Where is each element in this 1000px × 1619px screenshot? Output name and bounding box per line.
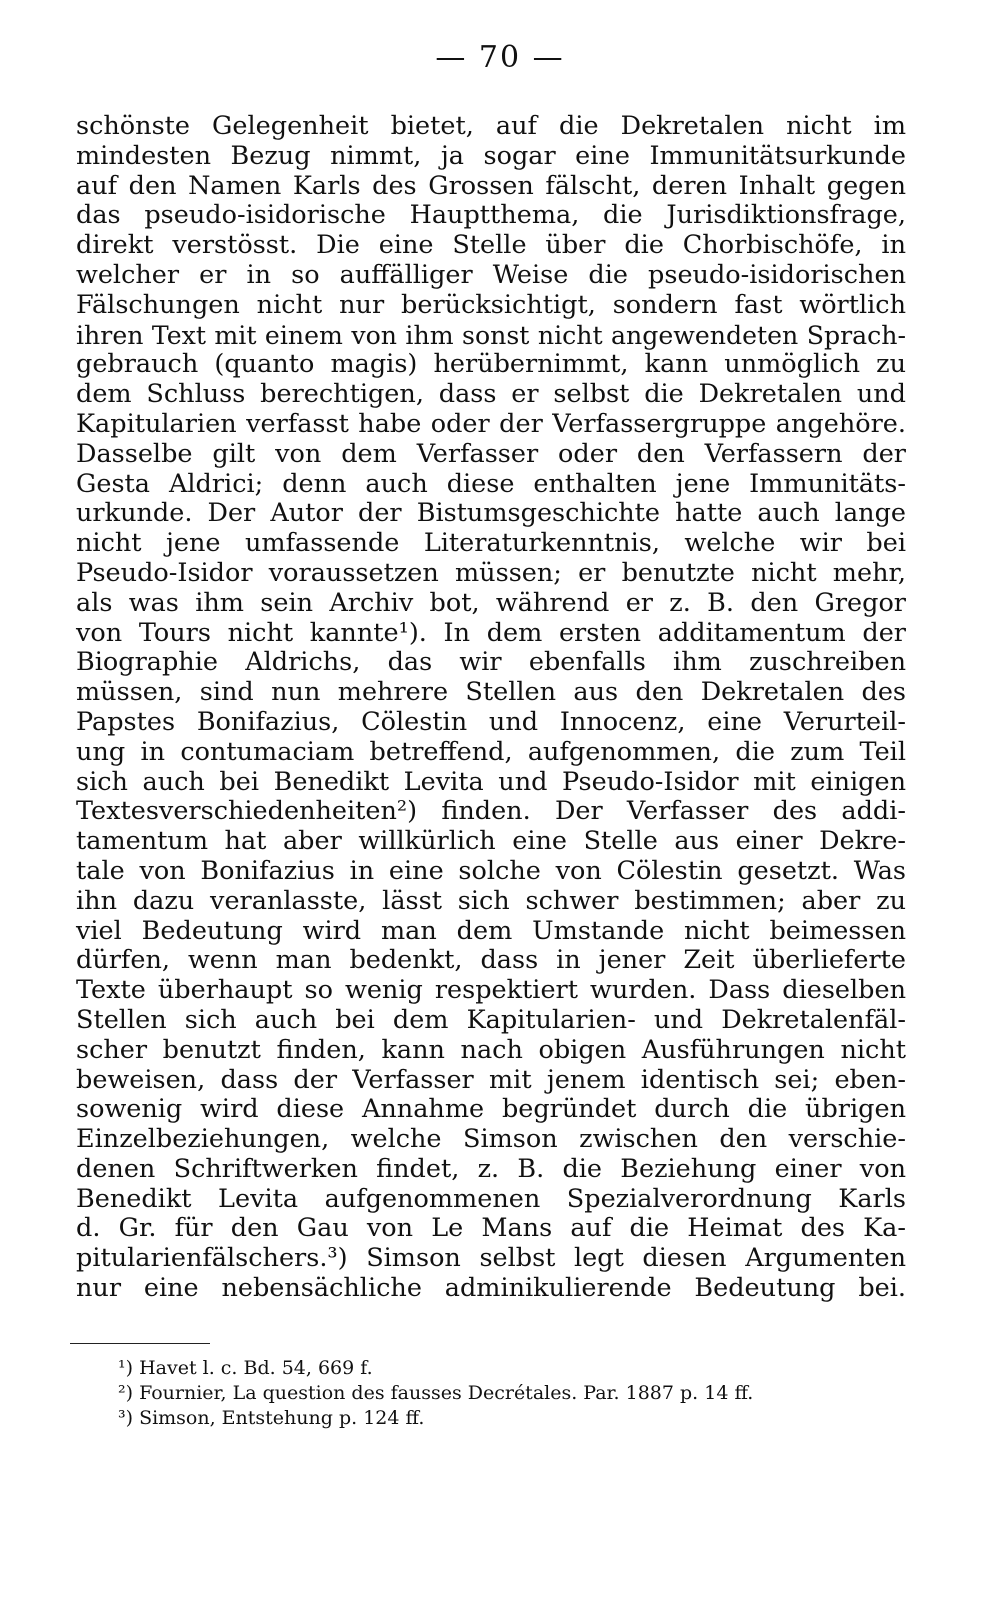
text-line: Textesverschiedenheiten²) finden. Der Verfasser des addi- xyxy=(76,796,906,827)
text-line: tamentum hat aber willkürlich eine Stelle aus einer Dekre- xyxy=(76,826,906,857)
footnote-1: ¹) Havet l. c. Bd. 54, 669 f. xyxy=(118,1357,373,1379)
text-line: gebrauch (quanto magis) herübernimmt, kann unmöglich zu xyxy=(76,349,906,380)
text-line: ihn dazu veranlasste, lässt sich schwer bestimmen; aber zu xyxy=(76,885,906,916)
text-line: schönste Gelegenheit bietet, auf die Dekretalen nicht im xyxy=(76,111,906,141)
text-line: Texte überhaupt so wenig respektiert wurden. Dass dieselben xyxy=(76,975,906,1006)
text-line: direkt verstösst. Die eine Stelle über die Chorbischöfe, in xyxy=(76,230,906,261)
text-line: nicht jene umfassende Literaturkenntnis, welche wir bei xyxy=(76,528,906,559)
text-line: auf den Namen Karls des Grossen fälscht, deren Inhalt gegen xyxy=(76,170,906,201)
footnotes xyxy=(118,1356,918,1431)
text-line: Biographie Aldrichs, das wir ebenfalls ihm zuschreiben xyxy=(76,647,906,678)
text-line: tale von Bonifazius in eine solche von Cölestin gesetzt. Was xyxy=(76,855,906,886)
text-line: als was ihm sein Archiv bot, während er z. B. den Gregor xyxy=(76,587,906,618)
page-number: — 70 — xyxy=(435,40,565,75)
text-line: ihren Text mit einem von ihm sonst nicht angewendeten Sprach- xyxy=(76,320,906,350)
text-line: Dasselbe gilt von dem Verfasser oder den Verfassern der xyxy=(76,438,906,469)
text-line: Gesta Aldrici; denn auch diese enthalten jene Immunitäts- xyxy=(76,468,906,499)
text-line: von Tours nicht kannte¹). In dem ersten additamentum der xyxy=(76,617,906,648)
footnote-separator xyxy=(70,1343,210,1344)
text-line: Fälschungen nicht nur berücksichtigt, sondern fast wörtlich xyxy=(76,289,906,320)
text-line: Pseudo-Isidor voraussetzen müssen; er benutzte nicht mehr, xyxy=(76,557,906,588)
text-line: viel Bedeutung wird man dem Umstande nicht beimessen xyxy=(76,915,906,946)
text-line: denen Schriftwerken findet, z. B. die Beziehung einer von xyxy=(76,1153,906,1184)
text-line: Stellen sich auch bei dem Kapitularien- und Dekretalenfäl- xyxy=(76,1004,906,1035)
text-line: sich auch bei Benedikt Levita und Pseudo-Isidor mit einigen xyxy=(76,766,906,797)
text-line: müssen, sind nun mehrere Stellen aus den Dekretalen des xyxy=(76,677,906,708)
text-line: dem Schluss berechtigen, dass er selbst die Dekretalen und xyxy=(76,379,906,410)
text-line: nur eine nebensächliche adminikulierende Bedeutung bei. xyxy=(76,1273,906,1304)
text-line: Einzelbeziehungen, welche Simson zwischen den verschie- xyxy=(76,1124,906,1155)
text-line: Kapitularien verfasst habe oder der Verfassergruppe angehöre. xyxy=(76,408,906,439)
footnote-2: ²) Fournier, La question des fausses Decrétales. Par. 1887 p. 14 ff. xyxy=(118,1382,754,1404)
text-line: scher benutzt finden, kann nach obigen Ausführungen nicht xyxy=(76,1034,906,1065)
text-line: Papstes Bonifazius, Cölestin und Innocenz, eine Verurteil- xyxy=(76,706,906,737)
text-line: mindesten Bezug nimmt, ja sogar eine Immunitätsurkunde xyxy=(76,140,906,171)
text-line: ung in contumaciam betreffend, aufgenommen, die zum Teil xyxy=(76,736,906,767)
footnote-3: ³) Simson, Entstehung p. 124 ff. xyxy=(118,1407,425,1429)
text-line: welcher er in so auffälliger Weise die pseudo-isidorischen xyxy=(76,259,906,290)
text-line: beweisen, dass der Verfasser mit jenem identisch sei; eben- xyxy=(76,1064,906,1095)
text-line: das pseudo-isidorische Hauptthema, die Jurisdiktionsfrage, xyxy=(76,200,906,231)
text-line: pitularienfälschers.³) Simson selbst legt diesen Argumenten xyxy=(76,1243,906,1274)
text-line: d. Gr. für den Gau von Le Mans auf die Heimat des Ka- xyxy=(76,1213,906,1244)
text-line: urkunde. Der Autor der Bistumsgeschichte hatte auch lange xyxy=(76,498,906,529)
body-text xyxy=(76,112,906,1304)
text-line: sowenig wird diese Annahme begründet durch die übrigen xyxy=(76,1094,906,1125)
text-line: Benedikt Levita aufgenommenen Spezialverordnung Karls xyxy=(76,1183,906,1214)
text-line: dürfen, wenn man bedenkt, dass in jener Zeit überlieferte xyxy=(76,945,906,976)
